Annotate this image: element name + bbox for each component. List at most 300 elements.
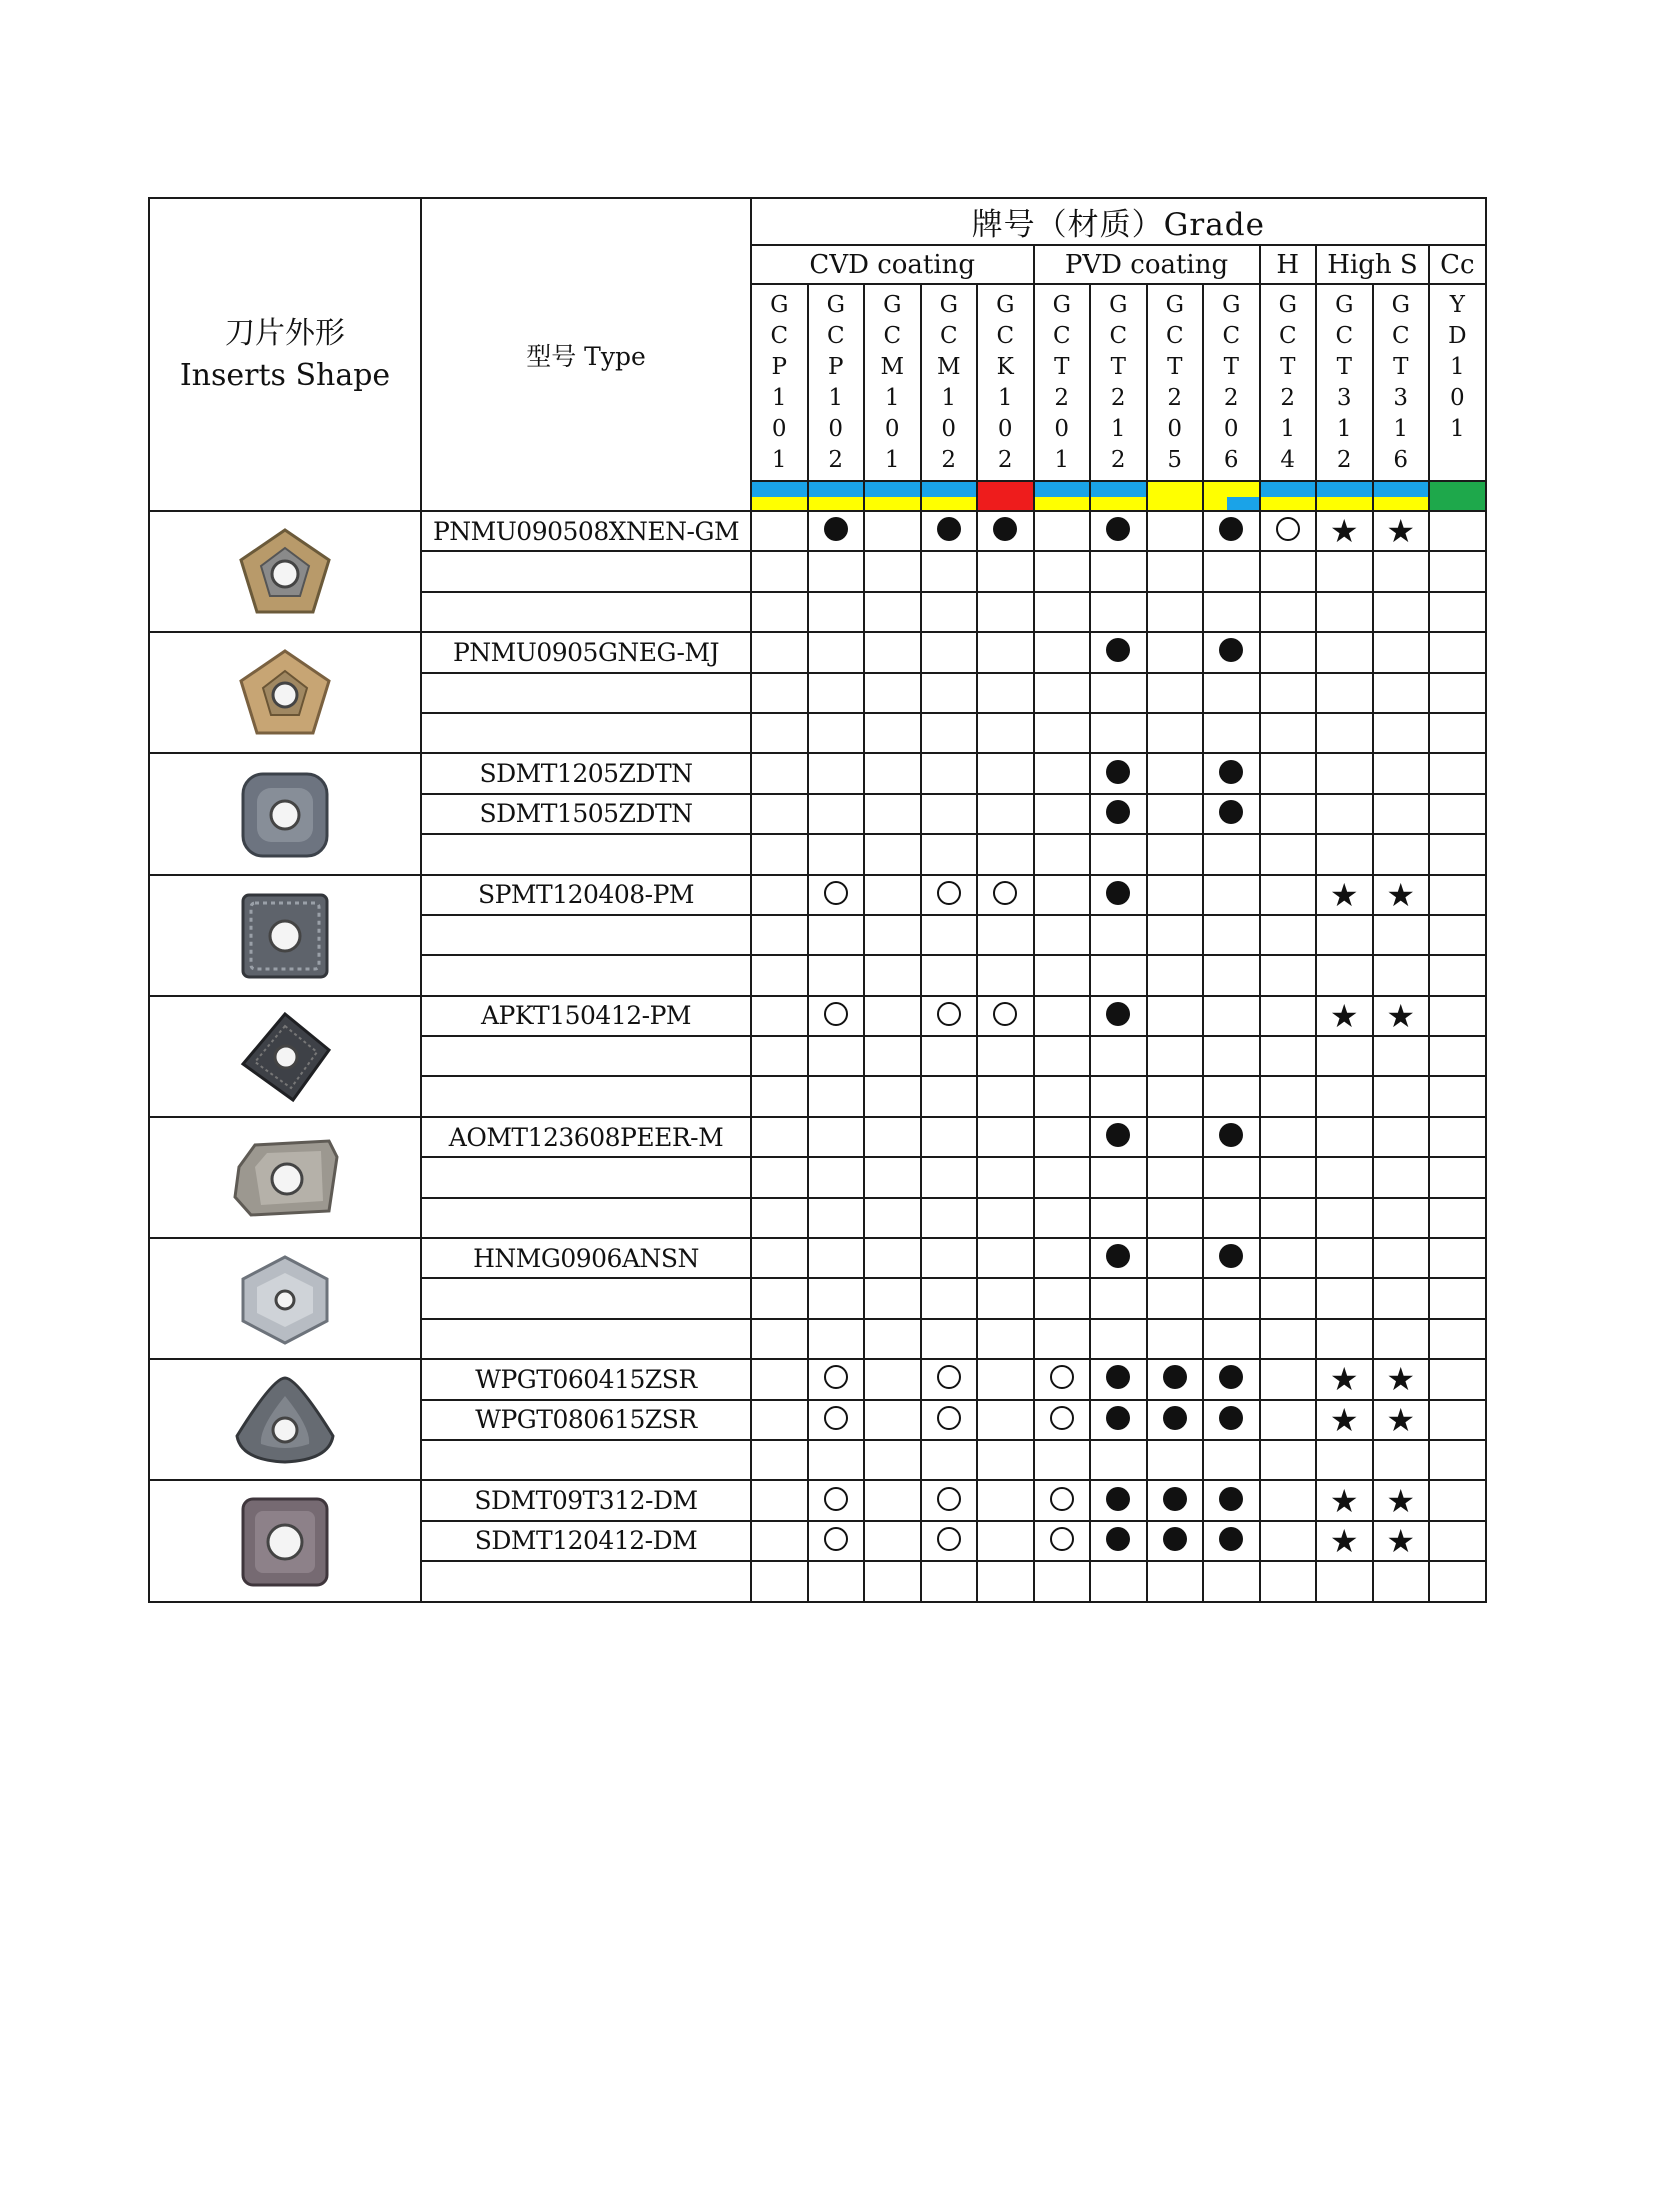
grade-mark-cell [1147,915,1204,955]
grade-code-header: G C T 2 0 6 [1203,284,1260,481]
parallelogram-insert-dark-icon [150,1006,420,1106]
hollow-circle-icon [1050,1365,1074,1389]
hollow-circle-icon [937,1406,961,1430]
grade-mark-cell [1429,1157,1486,1197]
grade-mark-cell [1203,713,1260,753]
grade-mark-cell [1090,1157,1147,1197]
grade-mark-cell [1034,1238,1091,1278]
grade-mark-cell [1316,875,1373,915]
grade-mark-cell [977,955,1034,995]
filled-circle-icon [1219,517,1243,541]
grade-mark-cell [1034,1400,1091,1440]
grade-mark-cell [1203,834,1260,874]
grade-mark-cell [921,753,978,793]
grade-mark-cell [1147,673,1204,713]
grade-mark-cell [1090,1359,1147,1399]
grade-mark-cell [1034,551,1091,591]
grade-mark-cell [977,915,1034,955]
grade-mark-cell [1147,1319,1204,1359]
grade-mark-cell [977,1319,1034,1359]
grade-mark-cell [1373,794,1430,834]
grade-mark-cell [1147,875,1204,915]
grade-mark-cell [1147,753,1204,793]
grade-mark-cell [864,794,921,834]
grade-mark-cell [864,1561,921,1601]
grade-mark-cell [1090,1117,1147,1157]
grade-mark-cell [1429,592,1486,632]
grade-mark-cell [1034,673,1091,713]
grade-code-header: G C K 1 0 2 [977,284,1034,481]
table-row [149,1359,1486,1399]
grade-mark-cell [1090,713,1147,753]
grade-mark-cell [1203,1359,1260,1399]
grade-family-header: CVD coating [751,245,1034,284]
grade-mark-cell [1034,1157,1091,1197]
grade-mark-cell [1203,511,1260,551]
grade-code-header: G C P 1 0 1 [751,284,808,481]
insert-shape-cell [149,1359,421,1480]
grade-mark-cell [1034,1319,1091,1359]
inserts-shape-label-en: Inserts Shape [179,357,391,393]
grade-mark-cell [1429,1076,1486,1116]
grade-mark-cell [1260,955,1317,995]
hollow-circle-icon [824,1002,848,1026]
table-row [149,1117,1486,1157]
insert-type-cell: PNMU0905GNEG-MJ [421,632,751,672]
insert-type-cell [421,1036,751,1076]
insert-type-cell: WPGT060415ZSR [421,1359,751,1399]
grade-code-header: G C T 2 1 4 [1260,284,1317,481]
grade-mark-cell [977,1278,1034,1318]
grade-mark-cell [751,1198,808,1238]
grade-mark-cell [864,551,921,591]
grade-code-header: G C M 1 0 2 [921,284,978,481]
grade-mark-cell [1260,1117,1317,1157]
filled-circle-icon [1219,760,1243,784]
grade-mark-cell [1316,1400,1373,1440]
grade-mark-cell [864,955,921,995]
filled-circle-icon [993,517,1017,541]
grade-mark-cell [864,632,921,672]
grade-mark-cell [921,1359,978,1399]
filled-circle-icon [1106,638,1130,662]
grade-mark-cell [1316,511,1373,551]
filled-circle-icon [1106,1406,1130,1430]
grade-family-header: Cc [1429,245,1486,284]
grade-mark-cell [1203,1076,1260,1116]
grade-mark-cell [1147,1117,1204,1157]
grade-mark-cell [1090,1521,1147,1561]
grade-mark-cell [808,794,865,834]
grade-mark-cell [751,1076,808,1116]
grade-mark-cell [1203,1440,1260,1480]
hollow-circle-icon [1276,517,1300,541]
insert-type-cell: SDMT09T312-DM [421,1480,751,1520]
grade-mark-cell [1034,1076,1091,1116]
grade-mark-cell [1260,1319,1317,1359]
grade-mark-cell [808,1400,865,1440]
hollow-circle-icon [937,1487,961,1511]
grade-mark-cell [1034,1359,1091,1399]
hollow-circle-icon [824,1365,848,1389]
insert-type-cell: PNMU090508XNEN-GM [421,511,751,551]
insert-type-cell [421,834,751,874]
insert-type-cell [421,1319,751,1359]
grade-mark-cell [1260,713,1317,753]
hollow-circle-icon [824,881,848,905]
filled-circle-icon [1163,1365,1187,1389]
grade-mark-cell [1260,834,1317,874]
grade-mark-cell [1316,834,1373,874]
hollow-circle-icon [1050,1487,1074,1511]
table-row [149,1238,1486,1278]
filled-circle-icon [824,517,848,541]
grade-color-bar [1034,481,1091,511]
grade-mark-cell [977,1561,1034,1601]
grade-mark-cell [1034,1480,1091,1520]
grade-mark-cell [921,713,978,753]
grade-mark-cell [1034,753,1091,793]
square-insert-purple-icon [150,1491,420,1591]
high-feed-insert-icon [150,1127,420,1227]
grade-mark-cell [1203,915,1260,955]
grade-mark-cell [977,1400,1034,1440]
grade-mark-cell [864,1400,921,1440]
insert-shape-cell [149,1117,421,1238]
grade-mark-cell [1203,1036,1260,1076]
grade-mark-cell [1316,1440,1373,1480]
filled-circle-icon [1106,1123,1130,1147]
grade-mark-cell [808,1117,865,1157]
insert-type-cell [421,1278,751,1318]
grade-color-bar [1203,481,1260,511]
grade-mark-cell [921,875,978,915]
grade-mark-cell [1373,875,1430,915]
grade-mark-cell [808,955,865,995]
grade-mark-cell [977,1198,1034,1238]
grade-mark-cell [1260,1076,1317,1116]
grade-mark-cell [1203,1319,1260,1359]
grade-code-header: G C T 3 1 6 [1373,284,1430,481]
grade-mark-cell [1373,551,1430,591]
insert-type-cell: AOMT123608PEER-M [421,1117,751,1157]
insert-type-cell [421,713,751,753]
grade-mark-cell [1034,875,1091,915]
grade-mark-cell [751,834,808,874]
grade-mark-cell [751,713,808,753]
grade-table [148,197,1487,1603]
grade-mark-cell [1090,1400,1147,1440]
grade-mark-cell [864,875,921,915]
grade-mark-cell [1429,1359,1486,1399]
grade-mark-cell [808,996,865,1036]
grade-mark-cell [1373,1400,1430,1440]
table-row [149,511,1486,551]
insert-shape-cell [149,875,421,996]
grade-mark-cell [921,1076,978,1116]
grade-mark-cell [864,592,921,632]
grade-mark-cell [1090,753,1147,793]
table-row [149,632,1486,672]
grade-mark-cell [977,1036,1034,1076]
grade-mark-cell [921,632,978,672]
insert-type-cell [421,955,751,995]
grade-mark-cell [921,673,978,713]
grade-mark-cell [1429,834,1486,874]
grade-code-header: Y D 1 0 1 [1429,284,1486,481]
grade-mark-cell [1203,753,1260,793]
grade-mark-cell [808,551,865,591]
grade-mark-cell [1373,1238,1430,1278]
grade-mark-cell [751,1319,808,1359]
filled-circle-icon [1219,800,1243,824]
filled-circle-icon [1106,881,1130,905]
grade-mark-cell [751,1521,808,1561]
grade-mark-cell [1316,996,1373,1036]
grade-mark-cell [1316,1076,1373,1116]
grade-mark-cell [1203,632,1260,672]
grade-mark-cell [921,1157,978,1197]
inserts-shape-label-zh: 刀片外形 [225,315,345,351]
grade-mark-cell [1260,1157,1317,1197]
grade-mark-cell [864,1319,921,1359]
hollow-circle-icon [993,881,1017,905]
grade-mark-cell [1034,1117,1091,1157]
grade-mark-cell [864,753,921,793]
grade-mark-cell [1429,1278,1486,1318]
grade-mark-cell [1429,1480,1486,1520]
grade-mark-cell [1429,1198,1486,1238]
grade-mark-cell [1316,551,1373,591]
trigon-insert-icon [150,1370,420,1470]
grade-mark-cell [1203,673,1260,713]
grade-mark-cell [808,1036,865,1076]
grade-mark-cell [1316,1238,1373,1278]
insert-type-cell [421,592,751,632]
grade-mark-cell [1090,1440,1147,1480]
grade-mark-cell [977,673,1034,713]
filled-circle-icon [1106,1365,1130,1389]
grade-mark-cell [1429,713,1486,753]
grade-mark-cell [751,1440,808,1480]
grade-mark-cell [921,592,978,632]
grade-mark-cell [1316,1561,1373,1601]
grade-mark-cell [921,1480,978,1520]
grade-mark-cell [808,1561,865,1601]
grade-color-bar [1090,481,1147,511]
insert-type-cell: SPMT120408-PM [421,875,751,915]
grade-mark-cell [977,551,1034,591]
filled-circle-icon [1106,760,1130,784]
grade-mark-cell [864,1157,921,1197]
star-icon: ★ [1329,875,1359,914]
grade-mark-cell [1316,1278,1373,1318]
filled-circle-icon [1106,517,1130,541]
grade-mark-cell [1316,1157,1373,1197]
hollow-circle-icon [937,1365,961,1389]
grade-mark-cell [1373,955,1430,995]
pentagon-insert-gold-icon [150,522,420,622]
grade-mark-cell [1147,996,1204,1036]
grade-mark-cell [751,1036,808,1076]
grade-mark-cell [921,955,978,995]
grade-mark-cell [1373,996,1430,1036]
table-row [149,996,1486,1036]
grade-mark-cell [1260,1278,1317,1318]
grade-code-header: G C T 2 0 5 [1147,284,1204,481]
grade-mark-cell [808,632,865,672]
grade-mark-cell [1147,632,1204,672]
grade-mark-cell [921,834,978,874]
star-icon: ★ [1329,1400,1359,1439]
grade-mark-cell [1147,1561,1204,1601]
grade-family-header: H [1260,245,1317,284]
grade-mark-cell [1203,1117,1260,1157]
star-icon: ★ [1329,1481,1359,1520]
grade-mark-cell [808,1076,865,1116]
table-row [149,753,1486,793]
grade-mark-cell [1147,955,1204,995]
grade-mark-cell [1147,1480,1204,1520]
insert-type-cell [421,1440,751,1480]
hollow-circle-icon [1050,1406,1074,1430]
grade-mark-cell [1429,1400,1486,1440]
insert-shape-cell [149,511,421,632]
grade-mark-cell [1203,592,1260,632]
grade-mark-cell [808,915,865,955]
grade-mark-cell [977,1117,1034,1157]
grade-mark-cell [1034,1440,1091,1480]
grade-mark-cell [751,875,808,915]
grade-mark-cell [1316,713,1373,753]
grade-mark-cell [1316,1359,1373,1399]
grade-mark-cell [1373,1359,1430,1399]
grade-mark-cell [808,1359,865,1399]
grade-mark-cell [1260,511,1317,551]
filled-circle-icon [1163,1527,1187,1551]
insert-type-cell [421,1198,751,1238]
type-header: 型号 Type [421,198,751,511]
grade-mark-cell [1090,1238,1147,1278]
grade-mark-cell [1203,955,1260,995]
grade-mark-cell [1203,1561,1260,1601]
grade-mark-cell [864,1117,921,1157]
grade-mark-cell [1203,1198,1260,1238]
hollow-circle-icon [1050,1527,1074,1551]
grade-code-header: G C P 1 0 2 [808,284,865,481]
grade-mark-cell [751,1117,808,1157]
grade-mark-cell [1260,592,1317,632]
grade-mark-cell [1316,955,1373,995]
grade-mark-cell [1373,1480,1430,1520]
grade-mark-cell [1373,1117,1430,1157]
grade-mark-cell [1373,1036,1430,1076]
star-icon: ★ [1386,1360,1416,1399]
grade-mark-cell [1147,1157,1204,1197]
star-icon: ★ [1386,1400,1416,1439]
grade-mark-cell [1090,1278,1147,1318]
hollow-circle-icon [824,1487,848,1511]
insert-type-cell: WPGT080615ZSR [421,1400,751,1440]
grade-mark-cell [1147,1521,1204,1561]
grade-mark-cell [864,1278,921,1318]
grade-header: 牌号（材质）Grade [751,198,1486,245]
grade-mark-cell [1090,915,1147,955]
grade-mark-cell [1429,1238,1486,1278]
grade-mark-cell [751,753,808,793]
grade-mark-cell [864,915,921,955]
grade-mark-cell [921,1400,978,1440]
filled-circle-icon [1219,1244,1243,1268]
grade-mark-cell [1429,996,1486,1036]
grade-mark-cell [1429,1036,1486,1076]
grade-mark-cell [808,673,865,713]
grade-mark-cell [1090,1036,1147,1076]
grade-mark-cell [1147,1076,1204,1116]
grade-mark-cell [1090,1480,1147,1520]
grade-mark-cell [1373,1198,1430,1238]
grade-mark-cell [864,996,921,1036]
grade-mark-cell [977,592,1034,632]
grade-mark-cell [1147,551,1204,591]
grade-mark-cell [751,1157,808,1197]
grade-mark-cell [1260,1561,1317,1601]
grade-mark-cell [751,996,808,1036]
table-row [149,1480,1486,1520]
grade-mark-cell [1147,1036,1204,1076]
grade-mark-cell [751,511,808,551]
grade-mark-cell [1260,632,1317,672]
grade-mark-cell [977,713,1034,753]
filled-circle-icon [1219,1406,1243,1430]
grade-family-header: PVD coating [1034,245,1260,284]
grade-code-header: G C T 2 1 2 [1090,284,1147,481]
filled-circle-icon [1106,1002,1130,1026]
hollow-circle-icon [937,1002,961,1026]
insert-type-cell [421,551,751,591]
grade-mark-cell [1147,1278,1204,1318]
grade-family-header: High S [1316,245,1429,284]
grade-mark-cell [1090,592,1147,632]
grade-mark-cell [751,1359,808,1399]
grade-mark-cell [977,753,1034,793]
grade-mark-cell [1090,1198,1147,1238]
grade-mark-cell [808,753,865,793]
grade-mark-cell [1034,996,1091,1036]
grade-mark-cell [1316,1036,1373,1076]
grade-mark-cell [1090,1561,1147,1601]
grade-mark-cell [977,1359,1034,1399]
grade-mark-cell [1429,511,1486,551]
grade-mark-cell [1429,955,1486,995]
grade-mark-cell [1260,1198,1317,1238]
grade-mark-cell [864,1359,921,1399]
grade-mark-cell [1203,1278,1260,1318]
grade-mark-cell [1373,1278,1430,1318]
grade-mark-cell [1034,1278,1091,1318]
grade-mark-cell [1429,1117,1486,1157]
grade-mark-cell [1090,1319,1147,1359]
grade-color-bar [1429,481,1486,511]
grade-mark-cell [1147,1440,1204,1480]
grade-mark-cell [1429,1319,1486,1359]
grade-mark-cell [1260,1359,1317,1399]
grade-mark-cell [864,1198,921,1238]
insert-type-cell: SDMT1505ZDTN [421,794,751,834]
grade-mark-cell [1147,1400,1204,1440]
grade-mark-cell [1034,1561,1091,1601]
grade-mark-cell [1147,713,1204,753]
